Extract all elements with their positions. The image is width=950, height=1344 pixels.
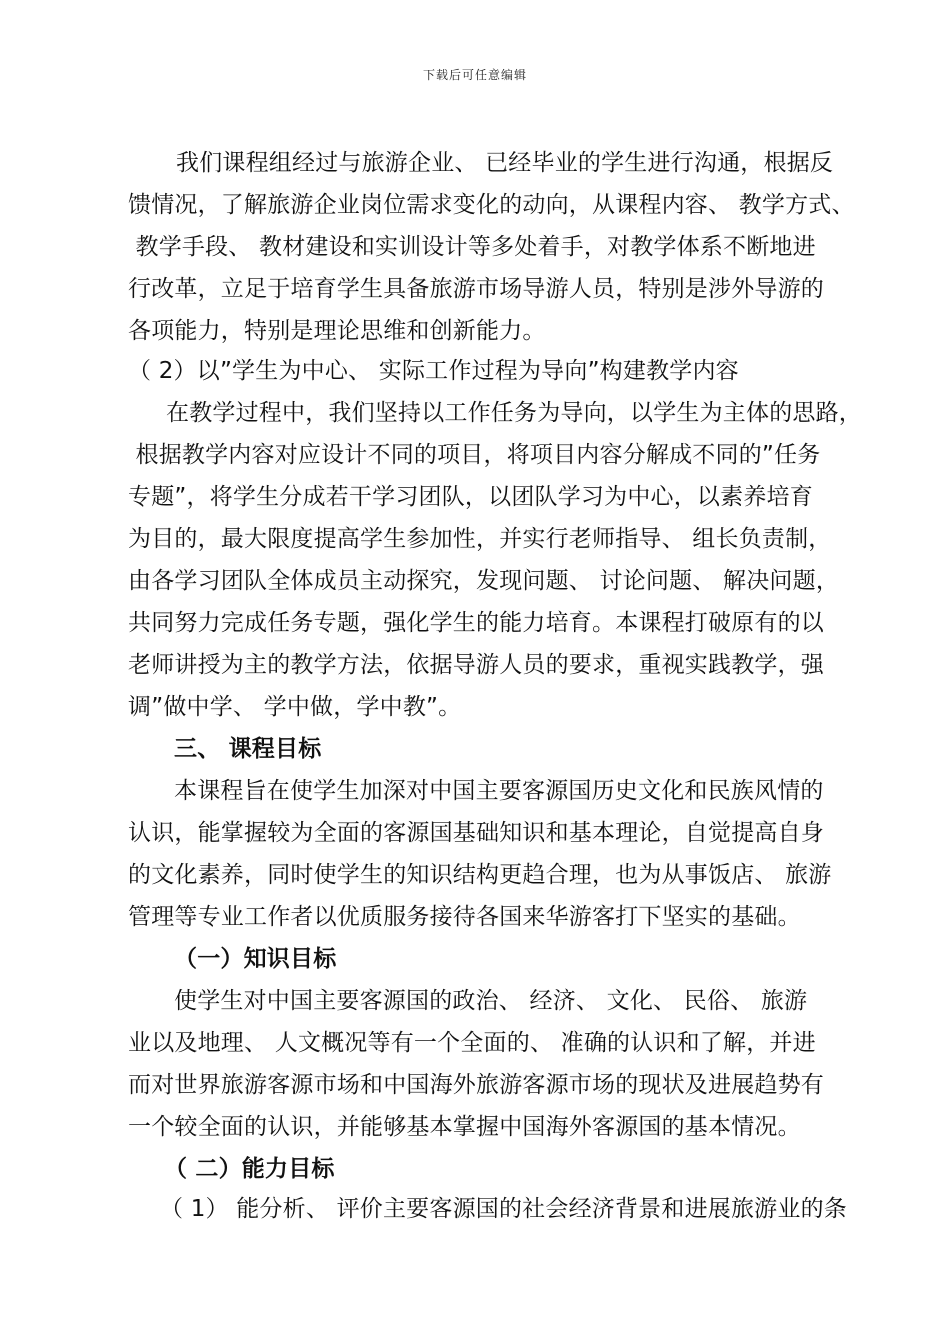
section-heading: （一）知识目标 <box>174 946 337 972</box>
paragraph-line: 调”做中学、 学中做，学中教”。 <box>128 694 462 720</box>
paragraph-line: 由各学习团队全体成员主动探究，发现问题、 讨论问题、 解决问题， <box>128 568 840 594</box>
paragraph-line: 本课程旨在使学生加深对中国主要客源国历史文化和民族风情的 <box>174 778 824 804</box>
paragraph-line: 为目的，最大限度提高学生参加性，并实行老师指导、 组长负责制， <box>128 526 832 552</box>
paragraph-line: 的文化素养，同时使学生的知识结构更趋合理，也为从事饭店、 旅游 <box>128 862 832 888</box>
paragraph-line: 教学手段、 教材建设和实训设计等多处着手，对教学体系不断地进 <box>128 234 816 260</box>
page-header-note: 下载后可任意编辑 <box>422 68 527 82</box>
paragraph-line: 行改革，立足于培育学生具备旅游市场导游人员，特别是涉外导游的 <box>128 276 824 302</box>
paragraph-line: 管理等专业工作者以优质服务接待各国来华游客打下坚实的基础。 <box>128 904 801 930</box>
paragraph-line: （ 2）以”学生为中心、 实际工作过程为导向”构建教学内容 <box>128 358 739 384</box>
paragraph-line: 专题”，将学生分成若干学习团队，以团队学习为中心，以素养培育 <box>128 484 813 510</box>
paragraph-line: 使学生对中国主要客源国的政治、 经济、 文化、 民俗、 旅游 <box>174 988 808 1014</box>
section-heading: 三、 课程目标 <box>174 736 322 762</box>
paragraph-line: 老师讲授为主的教学方法，依据导游人员的要求，重视实践教学，强 <box>128 652 824 678</box>
section-heading: （ 二）能力目标 <box>164 1156 335 1182</box>
paragraph-line: 各项能力，特别是理论思维和创新能力。 <box>128 318 546 344</box>
paragraph-line: 在教学过程中，我们坚持以工作任务为导向，以学生为主体的思路， <box>166 400 862 426</box>
paragraph-line: 一个较全面的认识，并能够基本掌握中国海外客源国的基本情况。 <box>128 1114 801 1140</box>
paragraph-line: 共同努力完成任务专题，强化学生的能力培育。本课程打破原有的以 <box>128 610 824 636</box>
paragraph-line: 而对世界旅游客源市场和中国海外旅游客源市场的现状及进展趋势有 <box>128 1072 824 1098</box>
paragraph-line: 认识，能掌握较为全面的客源国基础知识和基本理论，自觉提高自身 <box>128 820 824 846</box>
paragraph-line: 我们课程组经过与旅游企业、 已经毕业的学生进行沟通，根据反 <box>176 150 834 176</box>
paragraph-line: 根据教学内容对应设计不同的项目，将项目内容分解成不同的”任务 <box>128 442 821 468</box>
paragraph-line: （ 1） 能分析、 评价主要客源国的社会经济背景和进展旅游业的条 <box>160 1196 847 1222</box>
paragraph-line: 馈情况，了解旅游企业岗位需求变化的动向，从课程内容、 教学方式、 <box>128 192 855 218</box>
paragraph-line: 业以及地理、 人文概况等有一个全面的、 准确的认识和了解，并进 <box>128 1030 816 1056</box>
